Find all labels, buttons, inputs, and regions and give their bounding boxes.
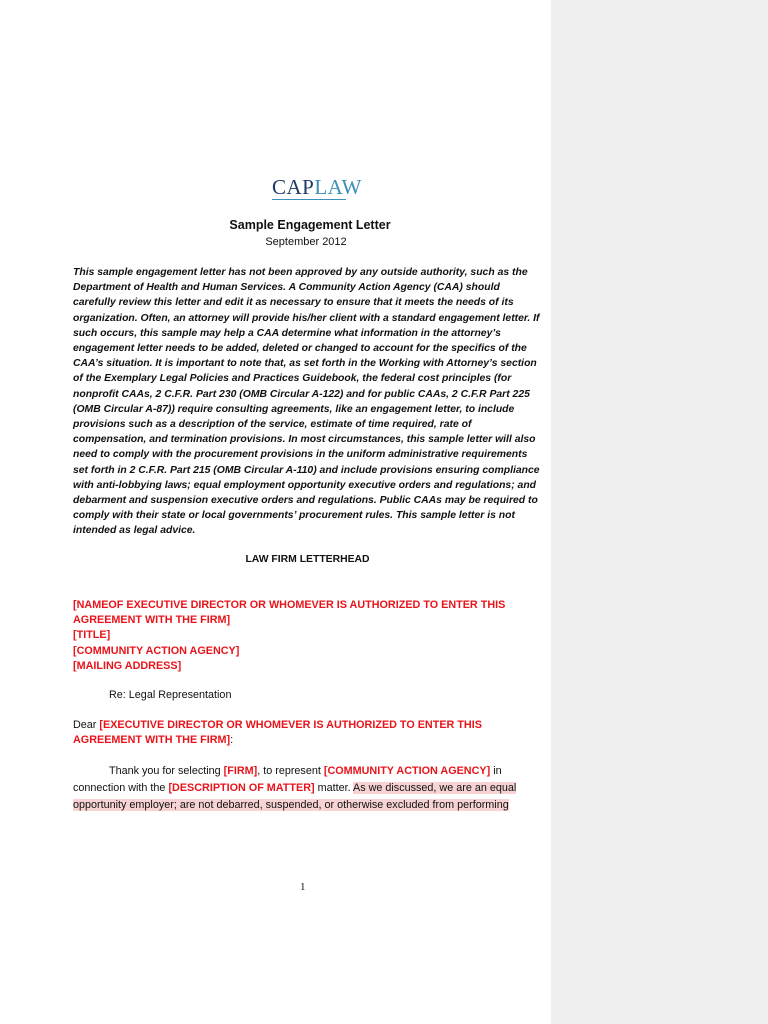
logo-cap-text: CAP bbox=[272, 175, 315, 199]
recipient-title: [TITLE] bbox=[73, 629, 111, 642]
recipient-mailing-address: [MAILING ADDRESS] bbox=[73, 659, 182, 672]
firm-placeholder: [FIRM] bbox=[223, 765, 258, 777]
letterhead-placeholder: LAW FIRM LETTERHEAD bbox=[245, 554, 370, 565]
comment-margin-pane bbox=[551, 0, 768, 1024]
document-title: Sample Engagement Letter bbox=[229, 218, 391, 232]
logo-tagline bbox=[272, 199, 346, 203]
agency-placeholder: [COMMUNITY ACTION AGENCY] bbox=[323, 765, 491, 777]
matter-placeholder: [DESCRIPTION OF MATTER] bbox=[168, 782, 315, 794]
body-paragraph: Thank you for selecting [FIRM], to represent [COMMUNITY ACTION AGENCY] in connection with the [DESCRIPTION OF MATTER] matter. As we discussed, we are an equal opportunity employer; are not debarred, suspended, or otherwise excluded from performing bbox=[73, 765, 517, 811]
page-number: 1 bbox=[300, 881, 306, 893]
address-block bbox=[73, 598, 548, 674]
recipient-name: [NAMEOF EXECUTIVE DIRECTOR OR WHOMEVER IS AUTHORIZED TO ENTER THIS AGREEMENT WITH THE FIRM] bbox=[73, 599, 506, 627]
recipient-agency: [COMMUNITY ACTION AGENCY] bbox=[73, 644, 240, 657]
highlighted-text: As we discussed, we are an equal opportunity employer; are not debarred, suspended, or otherwise excluded from performing bbox=[73, 782, 517, 811]
disclaimer-paragraph: This sample engagement letter has not been approved by any outside authority, such as the Department of Health and Human Services. A Community Action Agency (CAA) should carefully review this letter and edit it as necessary to ensure that it meets the needs of its organization. Often, an attorney will provide his/her client with a standard engagement letter. If such occurs, this sample may help a CAA determine what information in the attorney’s engagement letter needs to be added, deleted or changed to account for the specifics of the CAA’s situation. It is important to note that, as set forth in the Working with Attorney’s section of the Exemplary Legal Policies and Practices Guidebook, the federal cost principles (for nonprofit CAAs, 2 C.F.R. Part 230 (OMB Circular A-122) and for public CAAs, 2 C.F.R Part 225 (OMB Circular A-87)) require consulting agreements, like an engagement letter, to include provisions such as a description of the service, estimate of time required, rate of compensation, and termination provisions. In most circumstances, this sample letter will also need to comply with the procurement provisions in the uniform administrative requirements set forth in 2 C.F.R. Part 215 (OMB Circular A-110) and include provisions ensuring compliance with anti-lobbying laws; equal employment opportunity executive orders and regulations; and debarment and suspension executive orders and regulations. Public CAAs may be required to comply with their state or local governments’ procurement rules. This sample letter is not intended as legal advice. bbox=[73, 267, 540, 537]
document-date: September 2012 bbox=[265, 236, 347, 248]
salutation: Dear [EXECUTIVE DIRECTOR OR WHOMEVER IS AUTHORIZED TO ENTER THIS AGREEMENT WITH THE FIRM]: bbox=[73, 719, 482, 747]
caplaw-logo bbox=[272, 175, 362, 203]
logo-law-text: LAW bbox=[314, 175, 362, 199]
salutation-name: [EXECUTIVE DIRECTOR OR WHOMEVER IS AUTHORIZED TO ENTER THIS AGREEMENT WITH THE FIRM] bbox=[73, 719, 482, 747]
re-line: Re: Legal Representation bbox=[109, 689, 232, 701]
